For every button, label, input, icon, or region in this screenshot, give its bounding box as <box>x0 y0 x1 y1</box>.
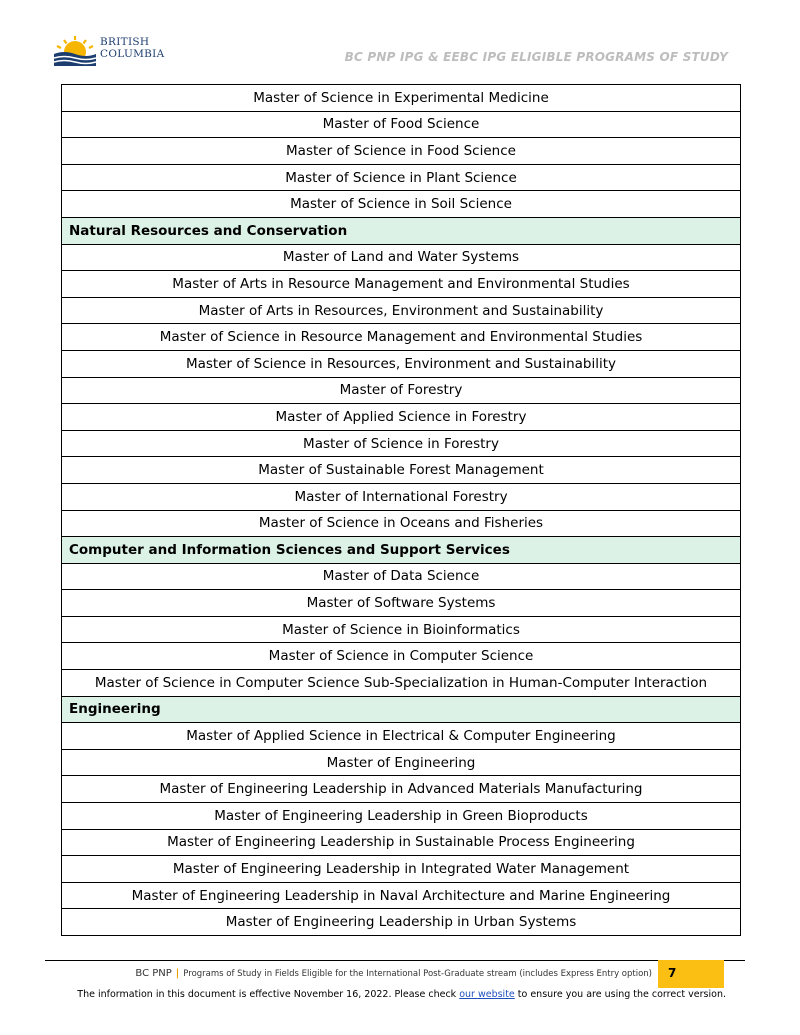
document-title: BC PNP IPG & EEBC IPG ELIGIBLE PROGRAMS OF STUDY <box>344 50 728 64</box>
program-row <box>62 483 741 510</box>
program-row <box>62 510 741 537</box>
effective-date-notice <box>77 989 726 1000</box>
program-name: Master of Engineering Leadership in Integrated Water Management <box>62 856 741 883</box>
page-number: 7 <box>668 966 677 980</box>
program-row <box>62 643 741 670</box>
programs-table <box>61 84 741 936</box>
category-heading: Natural Resources and Conservation <box>62 217 741 244</box>
program-name: Master of Forestry <box>62 377 741 404</box>
footer-subtitle: Programs of Study in Fields Eligible for the International Post-Graduate stream (includes Express Entry option) <box>183 969 652 979</box>
program-row <box>62 909 741 936</box>
category-row <box>62 537 741 564</box>
program-name: Master of Science in Plant Science <box>62 164 741 191</box>
program-name: Master of Science in Forestry <box>62 430 741 457</box>
program-name: Master of Arts in Resource Management and Environmental Studies <box>62 271 741 298</box>
program-row <box>62 85 741 112</box>
program-row <box>62 749 741 776</box>
page-number-box <box>658 960 724 988</box>
program-name: Master of Arts in Resources, Environment and Sustainability <box>62 297 741 324</box>
page-footer <box>0 958 800 1035</box>
category-heading: Computer and Information Sciences and Support Services <box>62 537 741 564</box>
notice-text-before: The information in this document is effective November 16, 2022. Please check <box>77 989 460 1000</box>
footer-separator: | <box>175 968 180 979</box>
logo-line-2: COLUMBIA <box>100 48 165 60</box>
program-row <box>62 377 741 404</box>
program-row <box>62 723 741 750</box>
program-row <box>62 882 741 909</box>
program-name: Master of Land and Water Systems <box>62 244 741 271</box>
program-name: Master of Science in Soil Science <box>62 191 741 218</box>
program-row <box>62 856 741 883</box>
program-row <box>62 350 741 377</box>
program-name: Master of Engineering <box>62 749 741 776</box>
program-row <box>62 297 741 324</box>
program-row <box>62 164 741 191</box>
program-row <box>62 430 741 457</box>
program-name: Master of International Forestry <box>62 483 741 510</box>
category-row <box>62 217 741 244</box>
program-name: Master of Science in Food Science <box>62 138 741 165</box>
program-name: Master of Engineering Leadership in Green Bioproducts <box>62 803 741 830</box>
program-row <box>62 457 741 484</box>
program-name: Master of Engineering Leadership in Naval Architecture and Marine Engineering <box>62 882 741 909</box>
program-row <box>62 829 741 856</box>
footer-brand: BC PNP <box>135 968 172 979</box>
logo-line-1: BRITISH <box>100 36 150 48</box>
footer-caption <box>135 968 652 979</box>
program-name: Master of Science in Oceans and Fisheries <box>62 510 741 537</box>
program-row <box>62 138 741 165</box>
program-row <box>62 803 741 830</box>
program-name: Master of Science in Resources, Environment and Sustainability <box>62 350 741 377</box>
program-row <box>62 404 741 431</box>
program-name: Master of Science in Experimental Medicine <box>62 85 741 112</box>
program-row <box>62 271 741 298</box>
program-name: Master of Data Science <box>62 563 741 590</box>
program-name: Master of Science in Bioinformatics <box>62 616 741 643</box>
program-name: Master of Sustainable Forest Management <box>62 457 741 484</box>
program-row <box>62 191 741 218</box>
program-row <box>62 616 741 643</box>
program-row <box>62 324 741 351</box>
program-row <box>62 590 741 617</box>
program-row <box>62 776 741 803</box>
program-name: Master of Science in Computer Science <box>62 643 741 670</box>
program-name: Master of Software Systems <box>62 590 741 617</box>
program-name: Master of Applied Science in Forestry <box>62 404 741 431</box>
program-name: Master of Engineering Leadership in Advanced Materials Manufacturing <box>62 776 741 803</box>
footer-divider <box>45 960 745 961</box>
program-name: Master of Food Science <box>62 111 741 138</box>
program-name: Master of Engineering Leadership in Urban Systems <box>62 909 741 936</box>
program-row <box>62 111 741 138</box>
program-row <box>62 563 741 590</box>
bc-sun-icon <box>52 34 98 66</box>
category-heading: Engineering <box>62 696 741 723</box>
program-row <box>62 244 741 271</box>
program-name: Master of Engineering Leadership in Sustainable Process Engineering <box>62 829 741 856</box>
page-header <box>0 0 800 84</box>
website-link[interactable]: our website <box>459 989 515 1000</box>
program-name: Master of Applied Science in Electrical & Computer Engineering <box>62 723 741 750</box>
notice-text-after: to ensure you are using the correct version. <box>514 989 726 1000</box>
program-name: Master of Science in Computer Science Sub-Specialization in Human-Computer Interaction <box>62 670 741 697</box>
program-name: Master of Science in Resource Management and Environmental Studies <box>62 324 741 351</box>
category-row <box>62 696 741 723</box>
program-row <box>62 670 741 697</box>
bc-logo <box>52 32 172 68</box>
